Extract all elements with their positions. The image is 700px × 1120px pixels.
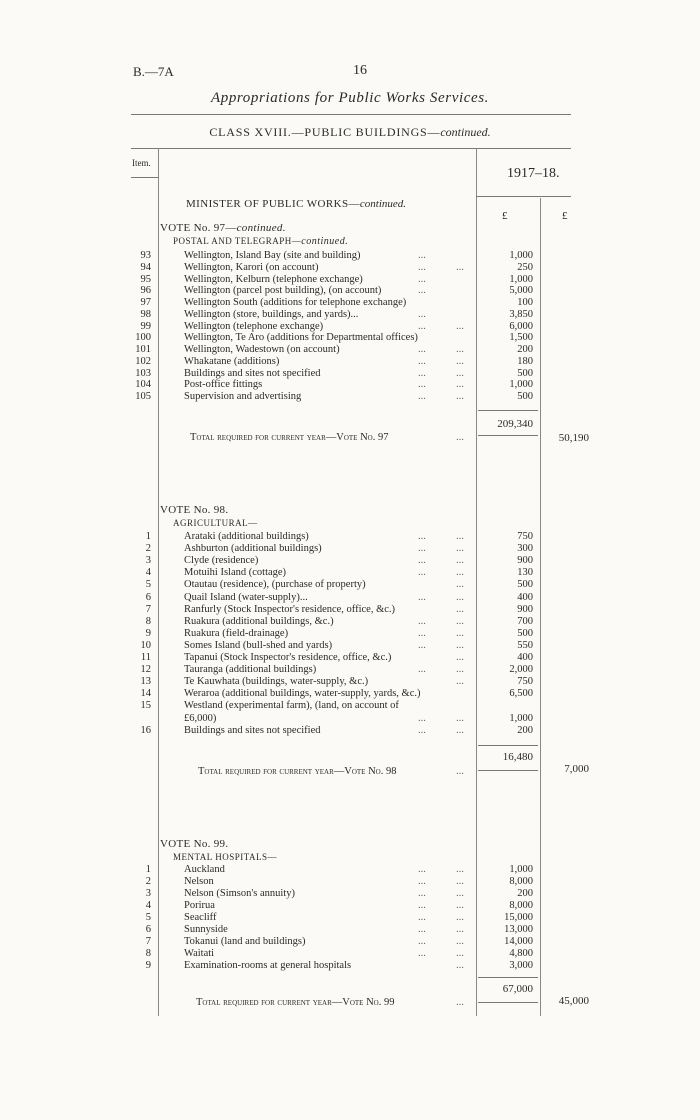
item-amount: 200 bbox=[517, 888, 533, 899]
vote-97-total-rule bbox=[478, 435, 538, 436]
item-description: Sunnyside bbox=[184, 924, 228, 935]
table-row bbox=[0, 391, 700, 403]
item-number: 4 bbox=[145, 567, 151, 579]
vote-99-total-rule bbox=[478, 1002, 538, 1003]
item-description: Whakatane (additions) bbox=[184, 355, 280, 367]
item-number: 6 bbox=[145, 591, 151, 603]
table-row bbox=[0, 555, 700, 567]
item-amount: 8,000 bbox=[509, 900, 533, 911]
table-row bbox=[0, 888, 700, 900]
item-amount: 2,000 bbox=[509, 664, 533, 676]
leader-dots: ... bbox=[418, 639, 426, 651]
table-row bbox=[0, 579, 700, 591]
vote-97-subtotal-rule bbox=[478, 410, 538, 411]
item-amount: 200 bbox=[517, 344, 533, 355]
vote-99-subtotal-rule bbox=[478, 977, 538, 978]
vote-99-section: MENTAL HOSPITALS— bbox=[173, 852, 277, 862]
leader-dots: ... bbox=[456, 579, 464, 591]
item-description: Post-office fittings bbox=[184, 379, 263, 391]
page-title: Appropriations for Public Works Services. bbox=[210, 90, 490, 106]
leader-dots: ... bbox=[418, 936, 426, 947]
item-description: Auckland bbox=[184, 864, 225, 875]
table-row bbox=[0, 864, 700, 876]
leader-dots: ... bbox=[456, 591, 464, 603]
item-number: 2 bbox=[145, 876, 151, 887]
item-number: 3 bbox=[145, 888, 151, 899]
table-row bbox=[0, 321, 700, 333]
item-description: Wellington (telephone exchange) bbox=[184, 320, 324, 332]
page-number: 16 bbox=[353, 63, 367, 78]
item-amount: 300 bbox=[517, 543, 533, 555]
vote-98-total-dots: ... bbox=[456, 766, 464, 777]
leader-dots: ... bbox=[418, 888, 426, 899]
item-number: 7 bbox=[145, 603, 151, 615]
item-number: 7 bbox=[145, 936, 151, 947]
table-row bbox=[0, 700, 700, 712]
leader-dots: ... bbox=[418, 367, 426, 379]
item-number: 13 bbox=[140, 676, 151, 688]
table-row bbox=[0, 664, 700, 676]
item-amount: 13,000 bbox=[504, 924, 533, 935]
leader-dots: ... bbox=[456, 924, 464, 935]
table-row bbox=[0, 344, 700, 356]
leader-dots: ... bbox=[456, 379, 464, 391]
vote-98-subtotal: 16,480 bbox=[502, 751, 533, 763]
table-row bbox=[0, 297, 700, 309]
item-number: 8 bbox=[145, 948, 151, 959]
report-reference: B.—7A bbox=[133, 64, 174, 79]
item-amount: 6,000 bbox=[509, 320, 533, 332]
leader-dots: ... bbox=[456, 652, 464, 663]
leader-dots: ... bbox=[418, 567, 426, 579]
item-description: Otautau (residence), (purchase of property) bbox=[184, 579, 366, 591]
item-number: 6 bbox=[145, 924, 151, 935]
leader-dots: ... bbox=[418, 531, 426, 542]
leader-dots: ... bbox=[418, 261, 426, 273]
item-description: Somes Island (bull-shed and yards) bbox=[184, 639, 333, 651]
item-number: 3 bbox=[145, 555, 151, 567]
table-row bbox=[0, 379, 700, 391]
item-number: 97 bbox=[140, 297, 151, 308]
item-amount: 130 bbox=[517, 567, 533, 579]
leader-dots: ... bbox=[418, 864, 426, 875]
minister-heading: MINISTER OF PUBLIC WORKS—continued. bbox=[186, 198, 407, 210]
item-amount: 3,850 bbox=[509, 308, 533, 320]
vote-98-total-label: Total required for current year—Vote No. 98 bbox=[198, 766, 397, 777]
item-amount: 1,000 bbox=[509, 273, 533, 285]
item-amount: 400 bbox=[517, 591, 533, 603]
vote-97-subtotal: 209,340 bbox=[497, 418, 533, 430]
leader-dots: ... bbox=[456, 555, 464, 567]
table-row bbox=[0, 713, 700, 725]
leader-dots: ... bbox=[456, 864, 464, 875]
table-row bbox=[0, 912, 700, 924]
item-description: Seacliff bbox=[184, 912, 217, 923]
title-rule bbox=[131, 114, 571, 115]
leader-dots: ... bbox=[456, 603, 464, 615]
leader-dots: ... bbox=[456, 724, 464, 736]
item-description: Ruakura (additional buildings, &c.) bbox=[184, 615, 334, 627]
item-number: 5 bbox=[145, 912, 151, 923]
table-row bbox=[0, 543, 700, 555]
leader-dots: ... bbox=[456, 367, 464, 379]
leader-dots: ... bbox=[456, 344, 464, 355]
item-description: Westland (experimental farm), (land, on account of bbox=[184, 700, 399, 712]
item-number: 10 bbox=[140, 639, 151, 651]
table-row bbox=[0, 652, 700, 664]
item-amount: 4,800 bbox=[509, 948, 533, 959]
table-row bbox=[0, 960, 700, 972]
item-description: Ruakura (field-drainage) bbox=[184, 627, 289, 639]
leader-dots: ... bbox=[418, 355, 426, 367]
item-description: Examination-rooms at general hospitals bbox=[184, 960, 352, 971]
vote-97-total-label: Total required for current year—Vote No. 97 bbox=[190, 432, 389, 443]
item-number: 93 bbox=[140, 250, 151, 261]
item-amount: 900 bbox=[517, 555, 533, 567]
table-row bbox=[0, 285, 700, 297]
table-row bbox=[0, 676, 700, 688]
item-description: Waitati bbox=[184, 948, 215, 959]
table-row bbox=[0, 356, 700, 368]
item-description: Arataki (additional buildings) bbox=[184, 531, 309, 542]
item-amount: 400 bbox=[517, 652, 533, 663]
table-row bbox=[0, 725, 700, 737]
item-amount: 15,000 bbox=[504, 912, 533, 923]
currency-symbol-total: £ bbox=[562, 210, 568, 222]
leader-dots: ... bbox=[418, 615, 426, 627]
item-description: Tapanui (Stock Inspector's residence, office, &c.) bbox=[184, 652, 392, 663]
table-row bbox=[0, 640, 700, 652]
item-number: 1 bbox=[145, 864, 151, 875]
item-number: 95 bbox=[140, 273, 151, 285]
item-amount: 180 bbox=[517, 355, 533, 367]
item-number: 94 bbox=[140, 261, 151, 273]
year-header: 1917–18. bbox=[507, 166, 560, 181]
table-top-rule bbox=[131, 148, 571, 149]
item-number: 9 bbox=[145, 960, 151, 971]
vote-97-total-dots: ... bbox=[456, 432, 464, 443]
leader-dots: ... bbox=[456, 900, 464, 911]
item-amount: 500 bbox=[517, 391, 533, 402]
leader-dots: ... bbox=[456, 627, 464, 639]
item-number: 15 bbox=[140, 700, 151, 712]
table-row bbox=[0, 592, 700, 604]
leader-dots: ... bbox=[456, 712, 464, 724]
item-description: Wellington South (additions for telephone exchange) bbox=[184, 297, 407, 308]
leader-dots: ... bbox=[418, 948, 426, 959]
table-row bbox=[0, 262, 700, 274]
item-amount: 550 bbox=[517, 639, 533, 651]
leader-dots: ... bbox=[418, 308, 426, 320]
item-amount: 200 bbox=[517, 724, 533, 736]
item-number: 100 bbox=[135, 332, 151, 344]
table-row bbox=[0, 628, 700, 640]
year-header-rule bbox=[476, 196, 571, 197]
leader-dots: ... bbox=[418, 627, 426, 639]
leader-dots: ... bbox=[418, 320, 426, 332]
item-number: 16 bbox=[140, 724, 151, 736]
table-row bbox=[0, 948, 700, 960]
leader-dots: ... bbox=[418, 912, 426, 923]
item-number: 101 bbox=[135, 344, 151, 355]
item-number: 96 bbox=[140, 285, 151, 297]
item-number: 4 bbox=[145, 900, 151, 911]
item-number: 98 bbox=[140, 308, 151, 320]
vote-97-section: POSTAL AND TELEGRAPH—continued. bbox=[173, 236, 349, 247]
table-row bbox=[0, 250, 700, 262]
item-number: 1 bbox=[145, 531, 151, 542]
item-description: Wellington, Te Aro (additions for Departmental offices) bbox=[184, 332, 418, 344]
item-amount: 1,000 bbox=[509, 712, 533, 724]
leader-dots: ... bbox=[418, 712, 426, 724]
class-heading: CLASS XVIII.—PUBLIC BUILDINGS—continued. bbox=[209, 125, 491, 139]
item-description: Buildings and sites not specified bbox=[184, 367, 321, 379]
leader-dots: ... bbox=[418, 664, 426, 676]
item-description: Quail Island (water-supply)... bbox=[184, 591, 308, 603]
item-description: £6,000) bbox=[184, 712, 217, 724]
leader-dots: ... bbox=[418, 344, 426, 355]
item-description: Wellington (parcel post building), (on account) bbox=[184, 285, 382, 297]
item-number: 14 bbox=[140, 688, 151, 700]
leader-dots: ... bbox=[456, 888, 464, 899]
leader-dots: ... bbox=[456, 960, 464, 971]
item-amount: 100 bbox=[517, 297, 533, 308]
leader-dots: ... bbox=[418, 285, 426, 297]
item-description: Wellington, Karori (on account) bbox=[184, 261, 319, 273]
leader-dots: ... bbox=[418, 900, 426, 911]
item-amount: 750 bbox=[517, 676, 533, 688]
item-amount: 6,500 bbox=[509, 688, 533, 700]
leader-dots: ... bbox=[418, 876, 426, 887]
item-description: Wellington, Island Bay (site and building) bbox=[184, 250, 361, 261]
item-description: Weraroa (additional buildings, water-supply, yards, &c.) bbox=[184, 688, 421, 700]
item-amount: 1,000 bbox=[509, 864, 533, 875]
item-number: 9 bbox=[145, 627, 151, 639]
table-row bbox=[0, 900, 700, 912]
leader-dots: ... bbox=[418, 273, 426, 285]
item-description: Buildings and sites not specified bbox=[184, 724, 321, 736]
item-number: 104 bbox=[135, 379, 151, 391]
vote-98-heading: VOTE No. 98. bbox=[160, 504, 229, 516]
vote-99-total-dots: ... bbox=[456, 997, 464, 1008]
item-number: 5 bbox=[145, 579, 151, 591]
item-description: Wellington, Kelburn (telephone exchange) bbox=[184, 273, 363, 285]
item-description: Wellington, Wadestown (on account) bbox=[184, 344, 340, 355]
leader-dots: ... bbox=[456, 664, 464, 676]
item-description: Nelson bbox=[184, 876, 214, 887]
table-row bbox=[0, 604, 700, 616]
item-description: Supervision and advertising bbox=[184, 391, 302, 402]
table-row bbox=[0, 531, 700, 543]
item-description: Tauranga (additional buildings) bbox=[184, 664, 317, 676]
item-number: 99 bbox=[140, 320, 151, 332]
leader-dots: ... bbox=[418, 543, 426, 555]
vote-97-total: 50,190 bbox=[558, 432, 589, 444]
item-number: 103 bbox=[135, 367, 151, 379]
vote-98-section: AGRICULTURAL— bbox=[173, 518, 258, 528]
table-row bbox=[0, 876, 700, 888]
leader-dots: ... bbox=[456, 615, 464, 627]
leader-dots: ... bbox=[418, 924, 426, 935]
item-description: Te Kauwhata (buildings, water-supply, &c.) bbox=[184, 676, 369, 688]
item-amount: 3,000 bbox=[509, 960, 533, 971]
table-row bbox=[0, 616, 700, 628]
vote-99-subtotal: 67,000 bbox=[502, 983, 533, 995]
vote-97-heading: VOTE No. 97—continued. bbox=[160, 222, 286, 234]
leader-dots: ... bbox=[456, 355, 464, 367]
vote-99-total-label: Total required for current year—Vote No. 99 bbox=[196, 997, 395, 1008]
leader-dots: ... bbox=[418, 391, 426, 402]
item-header-rule bbox=[131, 177, 158, 178]
leader-dots: ... bbox=[456, 261, 464, 273]
item-amount: 750 bbox=[517, 531, 533, 542]
table-row bbox=[0, 567, 700, 579]
item-amount: 500 bbox=[517, 627, 533, 639]
item-number: 102 bbox=[135, 355, 151, 367]
currency-symbol-subtotal: £ bbox=[502, 210, 508, 222]
item-number: 11 bbox=[140, 652, 151, 663]
leader-dots: ... bbox=[456, 531, 464, 542]
leader-dots: ... bbox=[456, 948, 464, 959]
item-number: 12 bbox=[140, 664, 151, 676]
item-amount: 5,000 bbox=[509, 285, 533, 297]
vote-99-heading: VOTE No. 99. bbox=[160, 838, 229, 850]
leader-dots: ... bbox=[418, 250, 426, 261]
table-row bbox=[0, 936, 700, 948]
item-amount: 250 bbox=[517, 261, 533, 273]
leader-dots: ... bbox=[456, 676, 464, 688]
item-description: Nelson (Simson's annuity) bbox=[184, 888, 295, 899]
table-row bbox=[0, 688, 700, 700]
leader-dots: ... bbox=[456, 936, 464, 947]
item-number: 8 bbox=[145, 615, 151, 627]
item-description: Porirua bbox=[184, 900, 215, 911]
leader-dots: ... bbox=[456, 543, 464, 555]
leader-dots: ... bbox=[456, 391, 464, 402]
item-description: Tokanui (land and buildings) bbox=[184, 936, 306, 947]
vote-98-total-rule bbox=[478, 770, 538, 771]
vote-98-total: 7,000 bbox=[564, 763, 589, 775]
leader-dots: ... bbox=[418, 724, 426, 736]
table-row bbox=[0, 309, 700, 321]
table-row bbox=[0, 368, 700, 380]
item-amount: 14,000 bbox=[504, 936, 533, 947]
item-description: Clyde (residence) bbox=[184, 555, 259, 567]
item-number: 105 bbox=[135, 391, 151, 402]
item-description: Motuihi Island (cottage) bbox=[184, 567, 287, 579]
item-amount: 900 bbox=[517, 603, 533, 615]
leader-dots: ... bbox=[418, 555, 426, 567]
table-row bbox=[0, 274, 700, 286]
item-amount: 500 bbox=[517, 367, 533, 379]
leader-dots: ... bbox=[418, 379, 426, 391]
leader-dots: ... bbox=[456, 912, 464, 923]
leader-dots: ... bbox=[456, 567, 464, 579]
item-amount: 1,500 bbox=[509, 332, 533, 344]
item-amount: 1,000 bbox=[509, 379, 533, 391]
item-number: 2 bbox=[145, 543, 151, 555]
item-description: Ashburton (additional buildings) bbox=[184, 543, 322, 555]
item-amount: 8,000 bbox=[509, 876, 533, 887]
leader-dots: ... bbox=[418, 591, 426, 603]
item-amount: 1,000 bbox=[509, 250, 533, 261]
leader-dots: ... bbox=[456, 639, 464, 651]
vote-98-subtotal-rule bbox=[478, 745, 538, 746]
item-amount: 500 bbox=[517, 579, 533, 591]
leader-dots: ... bbox=[456, 320, 464, 332]
item-description: Wellington (store, buildings, and yards)... bbox=[184, 308, 359, 320]
table-row bbox=[0, 924, 700, 936]
item-description: Ranfurly (Stock Inspector's residence, office, &c.) bbox=[184, 603, 396, 615]
leader-dots: ... bbox=[456, 876, 464, 887]
vote-99-total: 45,000 bbox=[558, 995, 589, 1007]
item-amount: 700 bbox=[517, 615, 533, 627]
item-column-header: Item. bbox=[132, 158, 151, 168]
table-row bbox=[0, 332, 700, 344]
